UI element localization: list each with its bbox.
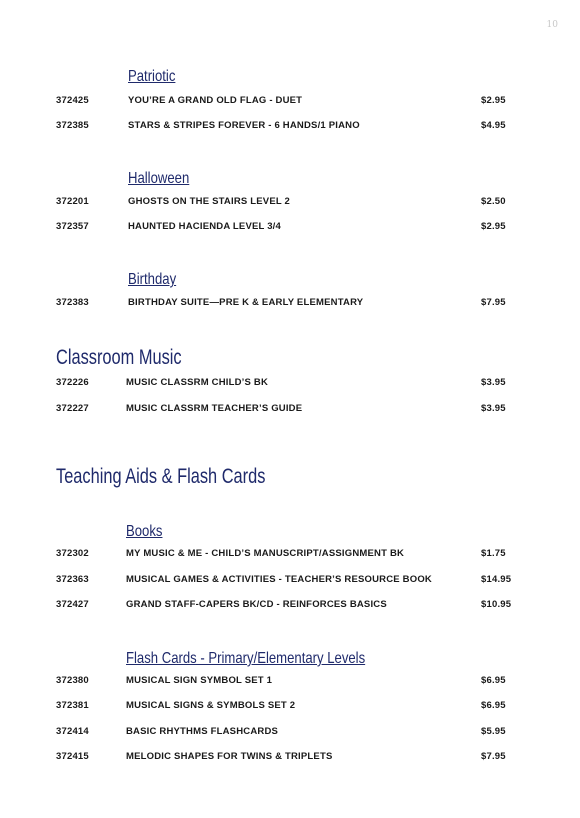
list-item	[0, 196, 580, 210]
item-code: 372425	[56, 95, 89, 106]
list-item	[0, 120, 580, 134]
item-price: $2.95	[481, 95, 506, 106]
item-title: BASIC RHYTHMS FLASHCARDS	[126, 726, 279, 737]
page-number: 10	[546, 20, 558, 30]
item-code: 372380	[56, 675, 89, 686]
item-price: $6.95	[481, 675, 506, 686]
item-code: 372427	[56, 599, 89, 610]
item-code: 372381	[56, 700, 89, 711]
item-price: $7.95	[481, 297, 506, 308]
list-item	[0, 377, 580, 391]
item-title: MUSICAL SIGN SYMBOL SET 1	[126, 675, 273, 686]
heading-books: Books	[126, 523, 163, 540]
item-price: $14.95	[481, 574, 512, 585]
item-title: MUSIC CLASSRM CHILD’S BK	[126, 377, 269, 388]
item-title: MY MUSIC & ME - CHILD’S MANUSCRIPT/ASSIGNMENT BK	[126, 548, 405, 559]
item-code: 372357	[56, 221, 89, 232]
list-item	[0, 751, 580, 765]
item-price: $2.95	[481, 221, 506, 232]
item-price: $3.95	[481, 377, 506, 388]
list-item	[0, 599, 580, 613]
list-item	[0, 403, 580, 417]
item-code: 372201	[56, 196, 89, 207]
item-price: $10.95	[481, 599, 512, 610]
item-title: HAUNTED HACIENDA LEVEL 3/4	[128, 221, 281, 232]
item-price: $2.50	[481, 196, 506, 207]
item-code: 372415	[56, 751, 89, 762]
item-code: 372226	[56, 377, 89, 388]
item-title: MELODIC SHAPES FOR TWINS & TRIPLETS	[126, 751, 333, 762]
item-title: YOU’RE A GRAND OLD FLAG - DUET	[128, 95, 303, 106]
item-code: 372385	[56, 120, 89, 131]
heading-flash-cards: Flash Cards - Primary/Elementary Levels	[126, 650, 366, 667]
item-code: 372363	[56, 574, 89, 585]
item-code: 372414	[56, 726, 89, 737]
list-item	[0, 574, 580, 588]
list-item	[0, 675, 580, 689]
item-code: 372227	[56, 403, 89, 414]
heading-patriotic: Patriotic	[128, 68, 176, 85]
item-title: MUSICAL GAMES & ACTIVITIES - TEACHER’S RESOURCE BOOK	[126, 574, 432, 585]
heading-classroom-music: Classroom Music	[56, 346, 182, 369]
list-item	[0, 95, 580, 109]
list-item	[0, 726, 580, 740]
item-title: STARS & STRIPES FOREVER - 6 HANDS/1 PIANO	[128, 120, 360, 131]
item-title: BIRTHDAY SUITE—PRE K & EARLY ELEMENTARY	[128, 297, 364, 308]
heading-teaching-aids: Teaching Aids & Flash Cards	[56, 465, 266, 488]
list-item	[0, 548, 580, 562]
item-title: MUSIC CLASSRM TEACHER’S GUIDE	[126, 403, 303, 414]
item-title: GHOSTS ON THE STAIRS LEVEL 2	[128, 196, 291, 207]
heading-halloween: Halloween	[128, 170, 190, 187]
item-price: $4.95	[481, 120, 506, 131]
item-title: MUSICAL SIGNS & SYMBOLS SET 2	[126, 700, 296, 711]
item-price: $7.95	[481, 751, 506, 762]
list-item	[0, 221, 580, 235]
heading-birthday: Birthday	[128, 271, 177, 288]
list-item	[0, 700, 580, 714]
item-price: $1.75	[481, 548, 506, 559]
item-code: 372383	[56, 297, 89, 308]
item-price: $5.95	[481, 726, 506, 737]
item-title: GRAND STAFF-CAPERS BK/CD - REINFORCES BASICS	[126, 599, 387, 610]
item-price: $6.95	[481, 700, 506, 711]
item-code: 372302	[56, 548, 89, 559]
item-price: $3.95	[481, 403, 506, 414]
list-item	[0, 297, 580, 311]
